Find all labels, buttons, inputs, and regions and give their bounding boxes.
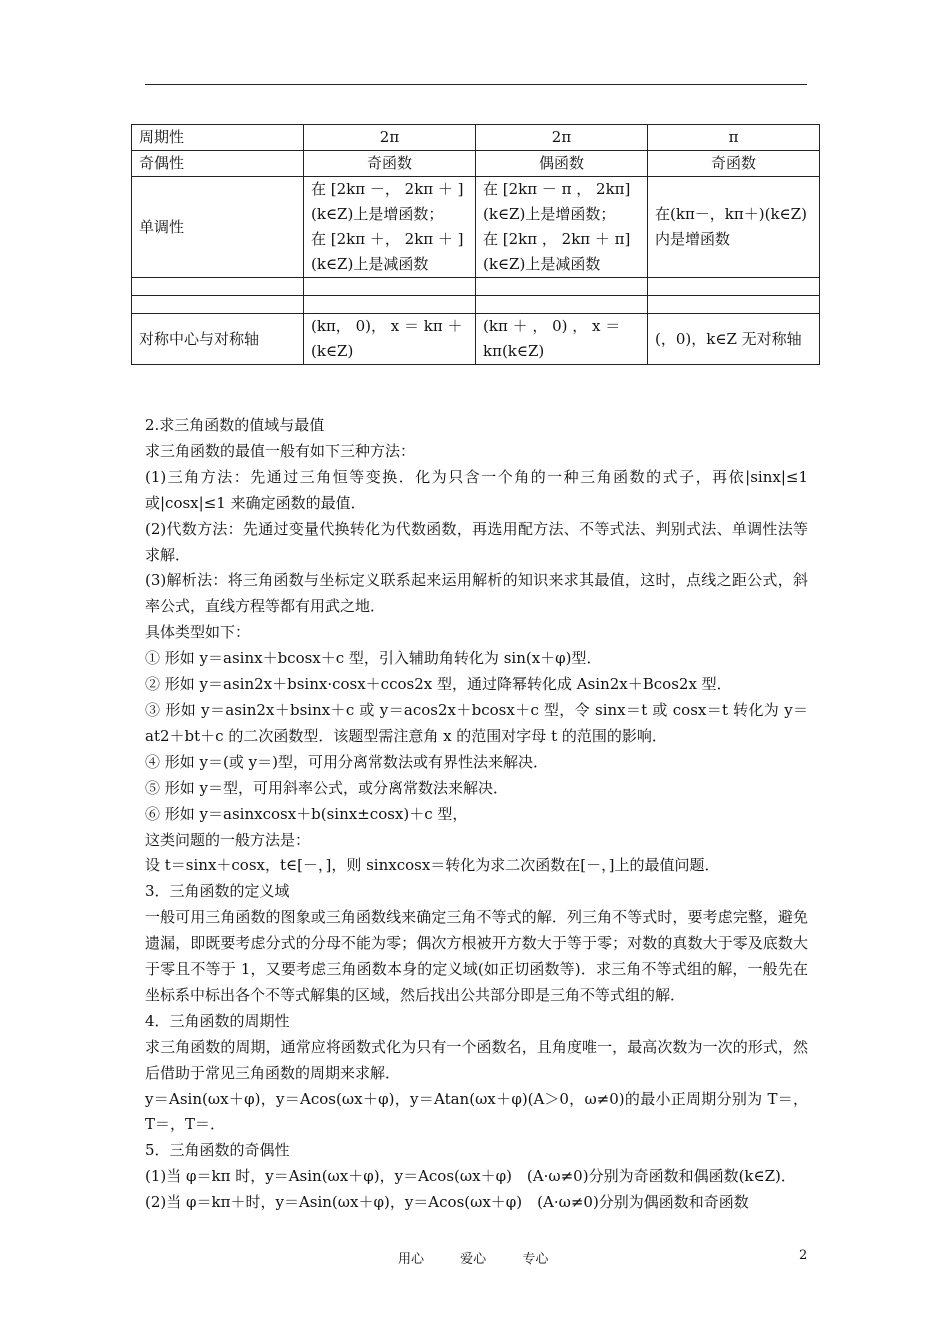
section-heading: 4．三角函数的周期性 (145, 1011, 290, 1030)
paragraph: (2)当 φ＝kπ＋时，y＝Asin(ωx＋φ)，y＝Acos(ωx＋φ) (A·ω≠0)分别为偶函数和奇函数 (145, 1193, 749, 1212)
table-cell: 偶函数 (476, 151, 648, 177)
table-cell (132, 278, 304, 296)
table-cell (304, 296, 476, 314)
paragraph: (3)解析法：将三角函数与坐标定义联系起来运用解析的知识来求其最值，这时，点线之距公式，斜率公式，直线方程等都有用武之地． (145, 571, 808, 616)
paragraph: y＝Asin(ωx＋φ)，y＝Acos(ωx＋φ)，y＝Atan(ωx＋φ)(A＞0，ω≠0)的最小正周期分别为 T＝，T＝，T＝． (145, 1089, 808, 1134)
paragraph: (1)三角方法：先通过三角恒等变换．化为只含一个角的一种三角函数的式子，再依|sinx|≤1 或|cosx|≤1 来确定函数的最值． (145, 467, 808, 512)
motto-word: 用心 (398, 1252, 425, 1267)
list-item: ⑤ 形如 y＝型，可用斜率公式，或分离常数法来解决． (145, 778, 509, 797)
table-row (132, 125, 820, 151)
paragraph: 求三角函数的最值一般有如下三种方法： (145, 441, 416, 460)
cell-line: 在 [2kπ － π ， 2kπ] (483, 180, 631, 198)
cell-line: (k∈Z)上是增函数； (483, 205, 616, 223)
cell-line: (kπ ＋ ， 0) ， x ＝ (483, 317, 621, 335)
table-row (132, 278, 820, 296)
table-cell (476, 296, 648, 314)
cell-line: (kπ， 0)， x ＝ kπ ＋ (311, 317, 463, 335)
paragraph: 具体类型如下： (145, 623, 251, 642)
table-cell (304, 278, 476, 296)
cell-line: kπ(k∈Z) (483, 342, 545, 360)
cell-line: (k∈Z)上是减函数 (483, 255, 601, 273)
table-row (132, 296, 820, 314)
table-row (132, 151, 820, 177)
motto-word: 爱心 (460, 1252, 487, 1267)
list-item: ① 形如 y＝asinx＋bcosx＋c 型，引入辅助角转化为 sin(x＋φ)型． (145, 649, 602, 668)
table-cell (476, 177, 648, 278)
body-text (145, 413, 808, 1216)
list-item: ⑥ 形如 y＝asinxcosx＋b(sinx±cosx)＋c 型， (145, 804, 468, 823)
row-label: 奇偶性 (132, 151, 304, 177)
paragraph: (2)代数方法：先通过变量代换转化为代数函数，再选用配方法、不等式法、判别式法、单调性法等求解． (145, 519, 808, 564)
page-number: 2 (799, 1248, 808, 1263)
table-cell: 2π (476, 125, 648, 151)
table-cell (648, 278, 820, 296)
cell-line: (k∈Z)上是减函数 (311, 255, 429, 273)
header-rule (145, 84, 807, 85)
list-item: ③ 形如 y＝asin2x＋bsinx＋c 或 y＝acos2x＋bcosx＋c 型，令 sinx＝t 或 cosx＝t 转化为 y＝at2＋bt＋c 的二次函数型．该题型需注意角 x 的范围对字母 t 的范围的影响． (145, 700, 808, 745)
motto-word: 专心 (522, 1252, 549, 1267)
table-cell (304, 314, 476, 365)
table-cell (304, 177, 476, 278)
row-label: 周期性 (132, 125, 304, 151)
table-cell: 2π (304, 125, 476, 151)
table-cell: 奇函数 (304, 151, 476, 177)
paragraph: 求三角函数的周期，通常应将函数式化为只有一个函数名，且角度唯一，最高次数为一次的形式，然后借助于常见三角函数的周期来求解． (145, 1037, 808, 1082)
row-label: 对称中心与对称轴 (132, 314, 304, 365)
trig-properties-table (131, 124, 820, 365)
table-cell (648, 296, 820, 314)
footer-motto (398, 1248, 566, 1267)
cell-line: (k∈Z) (311, 342, 354, 360)
section-heading: 5．三角函数的奇偶性 (145, 1141, 290, 1160)
paragraph: 设 t＝sinx＋cosx，t∈[－，]，则 sinxcosx＝转化为求二次函数在[－，]上的最值问题． (145, 856, 720, 875)
section-heading: 3．三角函数的定义域 (145, 882, 290, 901)
cell-line: 在 [2kπ ＋， 2kπ ＋ ] (311, 230, 464, 248)
table-cell (132, 296, 304, 314)
cell-line: 在(kπ－，kπ＋)(k∈Z) (655, 205, 807, 223)
table-cell (648, 177, 820, 278)
list-item: ④ 形如 y＝(或 y＝)型，可用分离常数法或有界性法来解决． (145, 752, 548, 771)
table-cell: (，0)，k∈Z 无对称轴 (648, 314, 820, 365)
cell-line: 内是增函数 (655, 230, 731, 248)
paragraph: 这类问题的一般方法是： (145, 830, 311, 849)
paragraph: 一般可用三角函数的图象或三角函数线来确定三角不等式的解．列三角不等式时，要考虑完整，避免遗漏，即既要考虑分式的分母不能为零；偶次方根被开方数大于等于零；对数的真数大于零及底数大于零且不等于 1，又要考虑三角函数本身的定义域(如正切函数等)．求三角不等式组的解，一般先在坐标系中标出各个不等式解集的区域，然后找出公共部分即是三角不等式组的解． (145, 908, 808, 1004)
cell-line: 在 [2kπ －， 2kπ ＋ ] (311, 180, 464, 198)
table-row (132, 177, 820, 278)
row-label: 单调性 (132, 177, 304, 278)
table-cell: π (648, 125, 820, 151)
list-item: ② 形如 y＝asin2x＋bsinx·cosx＋ccos2x 型，通过降幂转化成 Asin2x＋Bcos2x 型． (145, 675, 732, 694)
table-row (132, 314, 820, 365)
cell-line: (k∈Z)上是增函数； (311, 205, 444, 223)
cell-line: 在 [2kπ ， 2kπ ＋ π] (483, 230, 631, 248)
table-cell (476, 278, 648, 296)
table-cell: 奇函数 (648, 151, 820, 177)
section-heading: 2.求三角函数的值域与最值 (145, 416, 325, 434)
table-cell (476, 314, 648, 365)
paragraph: (1)当 φ＝kπ 时，y＝Asin(ωx＋φ)，y＝Acos(ωx＋φ) (A·ω≠0)分别为奇函数和偶函数(k∈Z)． (145, 1167, 796, 1186)
